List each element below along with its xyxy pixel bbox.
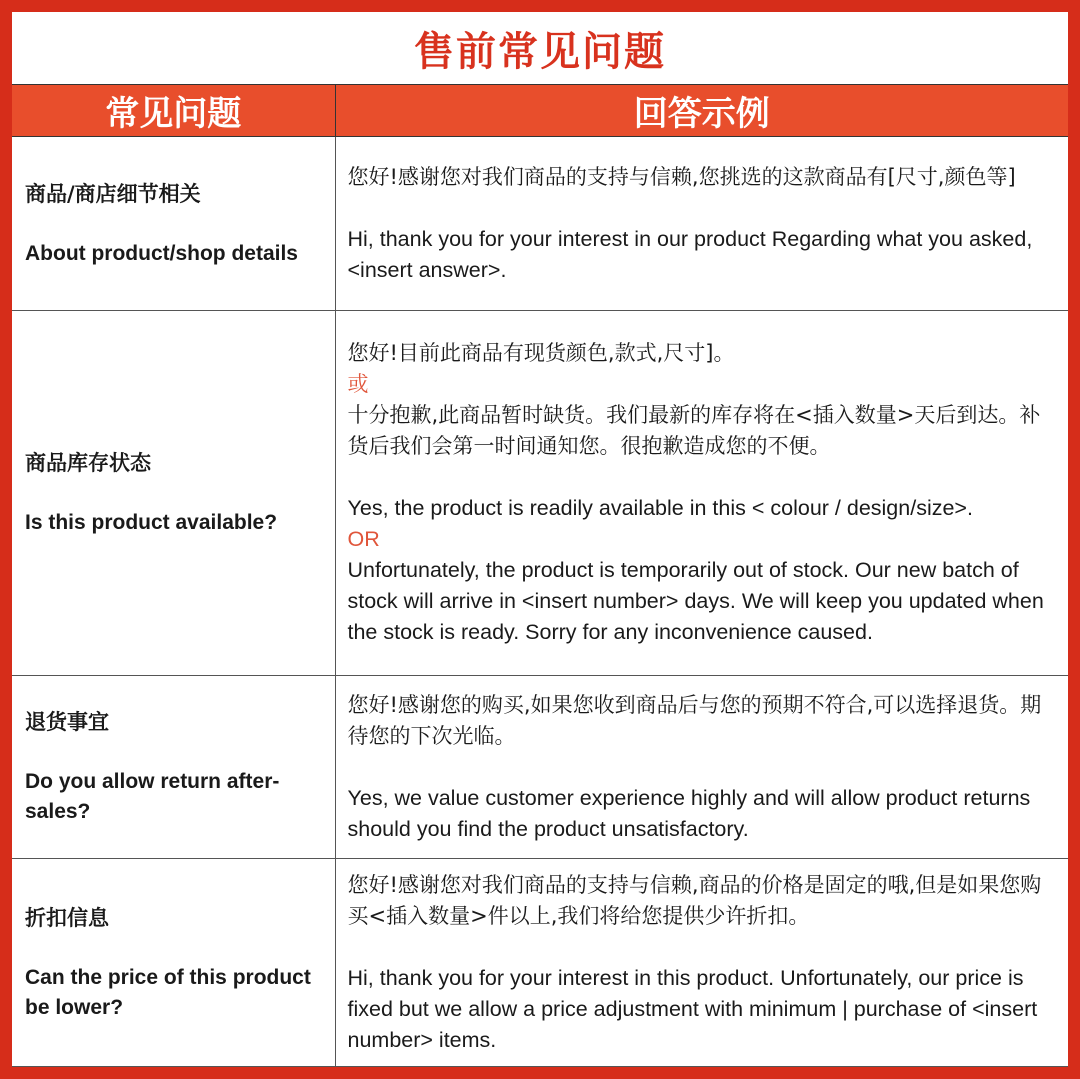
answer-en: Hi, thank you for your interest in this product. Unfortunately, our price is fixed but we allow a price adjustment with minimum | purchase of <insert number> items.	[347, 965, 1038, 1052]
answer-cell	[335, 311, 1068, 676]
answer-zh: 您好!感谢您的购买,如果您收到商品后与您的预期不符合,可以选择退货。期待您的下次光临。	[347, 692, 1042, 748]
question-zh: 商品/商店细节相关	[25, 181, 201, 206]
or-separator-zh: 或	[347, 372, 369, 396]
column-header-answer: 回答示例	[335, 85, 1068, 137]
column-header-question: 常见问题	[12, 85, 335, 137]
question-cell	[12, 137, 335, 311]
answer-zh: 您好!感谢您对我们商品的支持与信赖,商品的价格是固定的哦,但是如果您购买<插入数量>件以上,我们将给您提供少许折扣。	[347, 872, 1042, 928]
table-row	[12, 137, 1068, 311]
answer-cell	[335, 676, 1068, 859]
question-cell	[12, 676, 335, 859]
or-separator-en: OR	[347, 527, 380, 551]
table-header-row	[12, 85, 1068, 137]
table-row	[12, 676, 1068, 859]
faq-card	[12, 12, 1068, 1066]
answer-zh-available: 您好!目前此商品有现货颜色,款式,尺寸]。	[347, 341, 735, 365]
answer-cell	[335, 137, 1068, 311]
question-en: Can the price of this product be lower?	[25, 965, 311, 1019]
answer-en-available: Yes, the product is readily available in this < colour / design/size>.	[347, 496, 973, 520]
question-en: Do you allow return after-sales?	[25, 770, 280, 823]
question-zh: 商品库存状态	[25, 451, 151, 475]
table-row	[12, 859, 1068, 1067]
question-zh: 退货事宜	[25, 710, 109, 734]
answer-en: Yes, we value customer experience highly and will allow product returns should you find the product unsatisfactory.	[347, 785, 1031, 841]
table-row	[12, 311, 1068, 676]
question-en: Is this product available?	[25, 511, 278, 534]
question-cell	[12, 311, 335, 676]
answer-zh: 您好!感谢您对我们商品的支持与信赖,您挑选的这款商品有[尺寸,颜色等]	[347, 164, 1016, 189]
answer-en: Hi, thank you for your interest in our product Regarding what you asked, <insert answer>.	[347, 226, 1033, 282]
page-title: 售前常见问题	[414, 28, 666, 75]
answer-cell	[335, 859, 1068, 1067]
faq-table	[12, 85, 1068, 1067]
answer-en-out-of-stock: Unfortunately, the product is temporarily out of stock. Our new batch of stock will arrive in <insert number> days. We will keep you updated when the stock is ready. Sorry for any inconvenience caused.	[347, 558, 1044, 644]
answer-zh-out-of-stock: 十分抱歉,此商品暂时缺货。我们最新的库存将在<插入数量>天后到达。补货后我们会第一时间通知您。很抱歉造成您的不便。	[347, 403, 1041, 458]
question-zh: 折扣信息	[25, 905, 109, 930]
question-en: About product/shop details	[25, 241, 298, 265]
title-bar	[12, 12, 1068, 85]
question-cell	[12, 859, 335, 1067]
